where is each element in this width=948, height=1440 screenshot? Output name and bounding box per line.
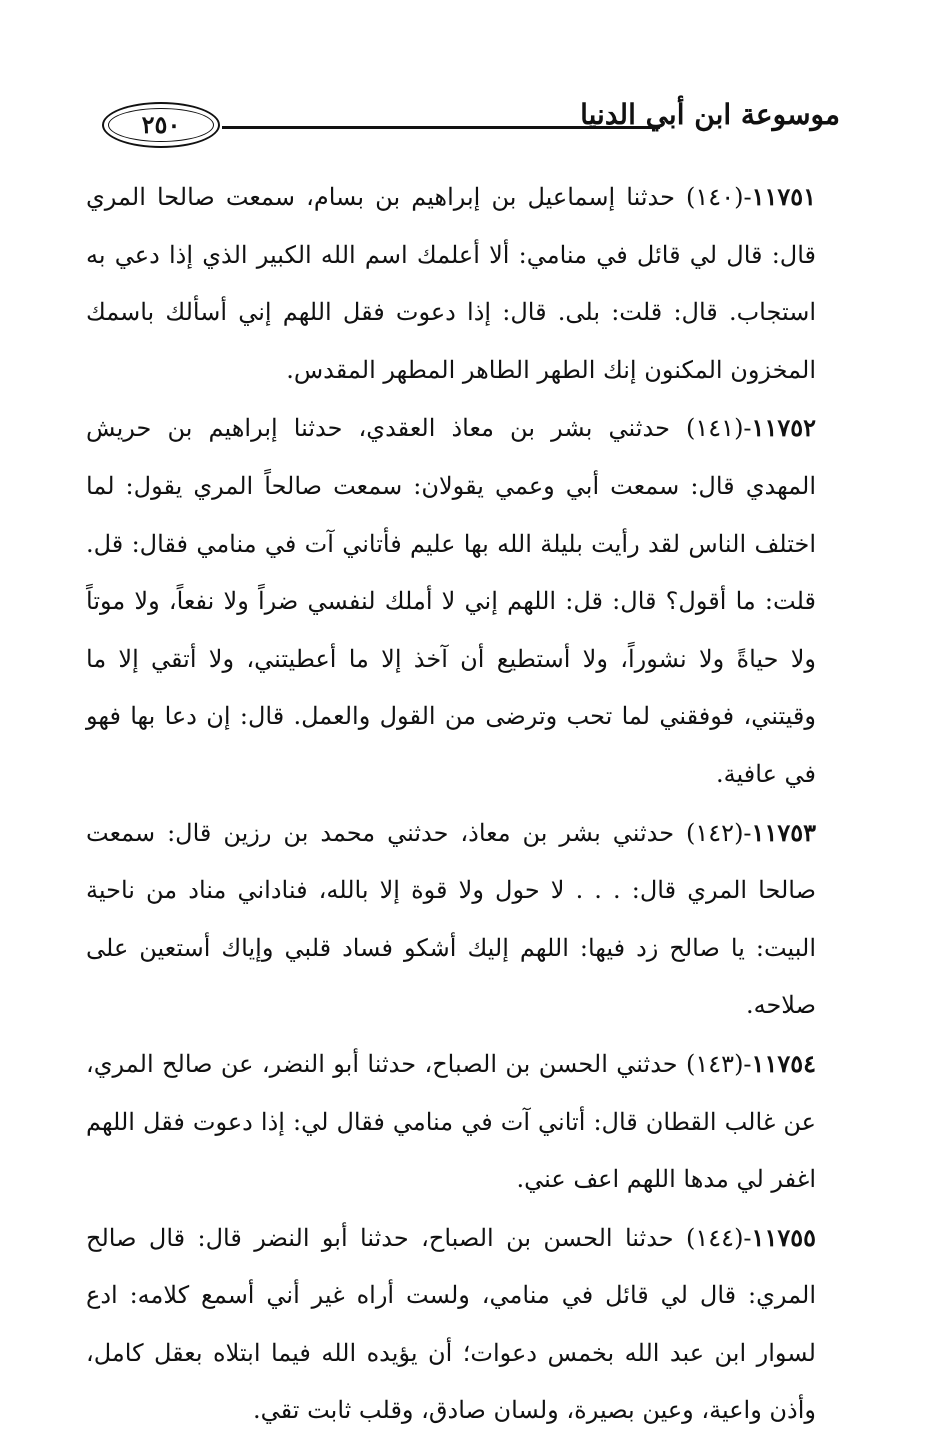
paragraph-text: -(١٤٤) حدثنا الحسن بن الصباح، حدثنا أبو النضر قال: قال صالح المري: قال لي قائل في منامي، ولست أراه غير أني أسمع كلامه: ادع لسوار ابن عبد الله بخمس دعوات؛ أن يؤيده الله فيما ابتلاه بعقل كامل، وأذن واعية، وعين بصيرة، ولسان صادق، وقلب ثابت تقي. [86, 1223, 816, 1425]
paragraph-number: ١١٧٥١ [751, 182, 817, 211]
paragraph-number: ١١٧٥٤ [751, 1048, 816, 1078]
body-text [86, 168, 816, 1440]
paragraph [86, 804, 816, 1035]
paragraph-number: ١١٧٥٥ [751, 1222, 816, 1252]
paragraph-number: ١١٧٥٢ [751, 413, 816, 443]
paragraph-text: -(١٤١) حدثني بشر بن معاذ العقدي، حدثنا إبراهيم بن حريش المهدي قال: سمعت أبي وعمي يقولان: سمعت صالحاً المري يقول: لما اختلف الناس لقد رأيت بليلة الله بها عليم فأتاني آت في منامي فقال: قل. قلت: ما أقول؟ قال: قل: اللهم إني لا أملك لنفسي ضراً ولا نفعاً، ولا موتاً ولا حياةً ولا نشوراً، ولا أستطيع أن آخذ إلا ما أعطيتني، ولا أتقي إلا ما وقيتني، فوفقني لما تحب وترضى من القول والعمل. قال: إن دعا بها فهو في عافية. [86, 414, 816, 788]
paragraph [86, 1035, 816, 1209]
paragraph [86, 168, 816, 399]
paragraph [86, 399, 816, 803]
running-title: موسوعة ابن أبي الدنيا [580, 98, 840, 131]
paragraph [86, 1209, 816, 1440]
paragraph-number: ١١٧٥٣ [751, 817, 816, 847]
page-number: ٢٥٠ [141, 110, 181, 139]
paragraph-text: -(١٤٠) حدثنا إسماعيل بن إبراهيم بن بسام، سمعت صالحا المري قال: قال لي قائل في منامي: ألا أعلمك اسم الله الكبير الذي إذا دعي به استجاب. قال: قلت: بلى. قال: إذا دعوت فقل اللهم إني أسألك باسمك المخزون المكنون إنك الطهر الطاهر المطهر المقدس. [86, 183, 816, 384]
page-header [80, 90, 840, 170]
paragraph-text: -(١٤٣) حدثني الحسن بن الصباح، حدثنا أبو النضر، عن صالح المري، عن غالب القطان قال: أتاني آت في منامي فقال لي: إذا دعوت فقل اللهم اغفر لي مدها اللهم اعف عني. [86, 1049, 817, 1194]
paragraph-text: -(١٤٢) حدثني بشر بن معاذ، حدثني محمد بن رزين قال: سمعت صالحا المري قال: . . . لا حول ولا قوة إلا بالله، فناداني مناد من ناحية البيت: يا صالح زد فيها: اللهم إليك أشكو فساد قلبي وإياك أستعين على صلاحه. [86, 818, 816, 1020]
page-number-oval [102, 102, 220, 148]
